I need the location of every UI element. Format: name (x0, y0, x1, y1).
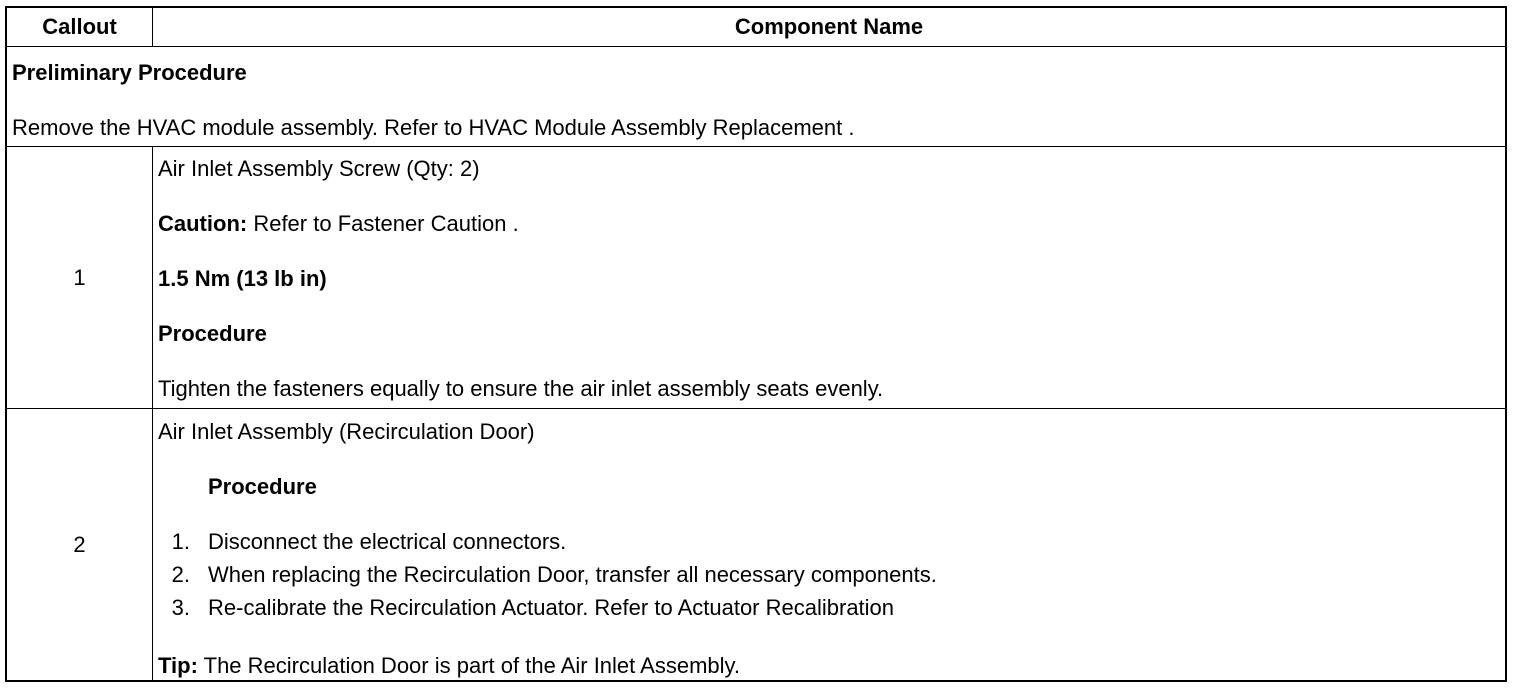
preliminary-text-suffix: . (842, 115, 855, 140)
procedure-text: Tighten the fasteners equally to ensure the air inlet assembly seats evenly. (158, 376, 884, 401)
callout-number: 2 (73, 531, 86, 557)
step-text (208, 595, 894, 621)
tip-label: Tip: (158, 653, 198, 678)
preliminary-text (12, 115, 854, 141)
preliminary-text-prefix: Remove the HVAC module assembly. Refer to (12, 115, 469, 140)
callout-cell (7, 409, 152, 680)
step-number: 1. (171, 529, 190, 554)
callout-header: Callout (42, 14, 117, 39)
step-text: Disconnect the electrical connectors. (208, 529, 567, 554)
procedure-label: Procedure (158, 321, 267, 346)
preliminary-title: Preliminary Procedure (12, 60, 247, 85)
step-text-prefix: Re-calibrate the Recirculation Actuator. Refer to (208, 595, 678, 620)
component-name-header: Component Name (734, 14, 924, 39)
tip-note (158, 653, 740, 679)
component-table (5, 6, 1507, 682)
procedure-label: Procedure (208, 474, 317, 499)
caution-suffix: . (506, 211, 519, 236)
hvac-module-replacement-link[interactable]: HVAC Module Assembly Replacement (468, 115, 843, 140)
step-number: 3. (171, 595, 190, 620)
torque-spec: 1.5 Nm (13 lb in) (158, 266, 327, 291)
step-number: 2. (171, 562, 190, 587)
fastener-caution-link[interactable]: Fastener Caution (337, 211, 507, 236)
step-text: When replacing the Recirculation Door, transfer all necessary components. (208, 562, 937, 587)
actuator-recalibration-link[interactable]: Actuator Recalibration (677, 595, 895, 620)
component-cell (153, 147, 1505, 408)
component-cell (153, 409, 1505, 680)
caution-note (158, 211, 519, 237)
callout-number: 1 (73, 264, 86, 290)
caution-label: Caution: (158, 211, 248, 236)
caution-text: Refer to (247, 211, 338, 236)
component-name: Air Inlet Assembly (Recirculation Door) (158, 419, 535, 444)
component-name: Air Inlet Assembly Screw (Qty: 2) (158, 156, 480, 181)
tip-text: The Recirculation Door is part of the Air Inlet Assembly. (197, 653, 741, 678)
preliminary-procedure-cell (7, 47, 1505, 146)
callout-cell (7, 147, 152, 408)
